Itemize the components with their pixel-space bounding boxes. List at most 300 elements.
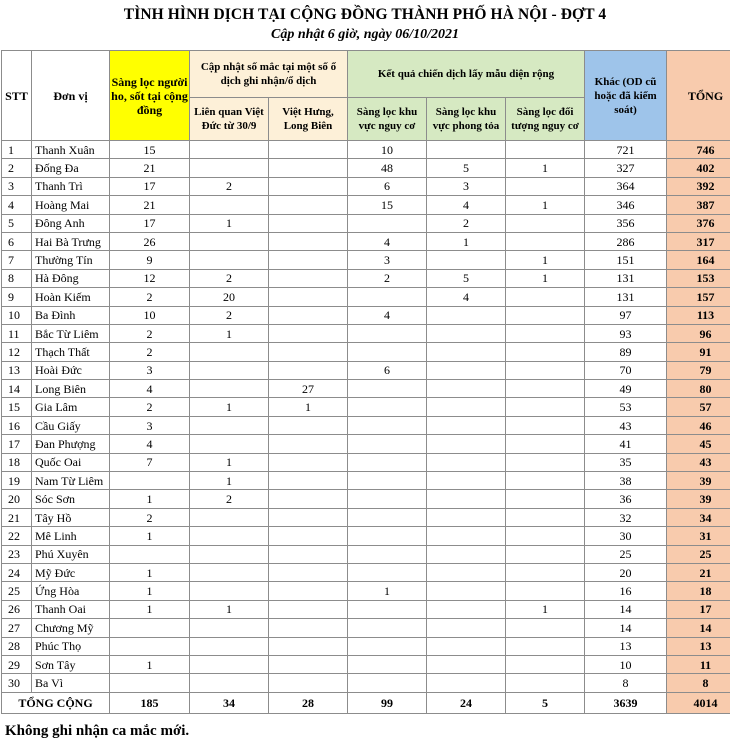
cell-other: 286 <box>585 232 667 250</box>
cell-risk-area: 48 <box>348 159 427 177</box>
cell-stt: 19 <box>2 472 32 490</box>
cell-other: 13 <box>585 637 667 655</box>
cell-lockdown-area <box>427 490 506 508</box>
cell-viet-hung <box>269 545 348 563</box>
cell-risk-area <box>348 619 427 637</box>
cell-stt: 14 <box>2 380 32 398</box>
cell-total: 153 <box>667 269 730 287</box>
cell-unit: Hà Đông <box>32 269 110 287</box>
cell-risk-group <box>506 545 585 563</box>
cell-stt: 5 <box>2 214 32 232</box>
cell-risk-group <box>506 416 585 434</box>
cell-risk-area: 6 <box>348 361 427 379</box>
cell-risk-group <box>506 177 585 195</box>
cell-other: 356 <box>585 214 667 232</box>
cell-screening <box>110 619 190 637</box>
cell-other: 93 <box>585 324 667 342</box>
cell-risk-area <box>348 674 427 692</box>
cell-screening: 1 <box>110 582 190 600</box>
cell-risk-group <box>506 361 585 379</box>
cell-stt: 18 <box>2 453 32 471</box>
table-body <box>2 141 730 693</box>
cell-stt: 26 <box>2 600 32 618</box>
cell-total: 31 <box>667 527 730 545</box>
cell-risk-group <box>506 637 585 655</box>
cell-total: 39 <box>667 490 730 508</box>
table-row <box>2 582 730 600</box>
cell-lockdown-area <box>427 472 506 490</box>
total-risk-area: 99 <box>348 692 427 713</box>
cell-viet-duc: 2 <box>190 490 269 508</box>
cell-unit: Ba Vì <box>32 674 110 692</box>
cell-stt: 23 <box>2 545 32 563</box>
header-unit: Đơn vị <box>32 51 110 141</box>
cell-viet-hung <box>269 288 348 306</box>
cell-stt: 10 <box>2 306 32 324</box>
cell-viet-duc <box>190 619 269 637</box>
cell-viet-duc <box>190 527 269 545</box>
cell-other: 8 <box>585 674 667 692</box>
cell-other: 131 <box>585 288 667 306</box>
cell-screening: 26 <box>110 232 190 250</box>
cell-viet-hung <box>269 508 348 526</box>
cell-screening: 2 <box>110 288 190 306</box>
cell-unit: Thường Tín <box>32 251 110 269</box>
cell-stt: 20 <box>2 490 32 508</box>
cell-viet-hung <box>269 141 348 159</box>
cell-screening: 10 <box>110 306 190 324</box>
table-row <box>2 269 730 287</box>
cell-screening: 1 <box>110 527 190 545</box>
table-row <box>2 380 730 398</box>
totals-row <box>2 692 730 713</box>
cell-total: 113 <box>667 306 730 324</box>
cell-stt: 17 <box>2 435 32 453</box>
cell-risk-area <box>348 527 427 545</box>
cell-viet-duc <box>190 343 269 361</box>
cell-viet-hung <box>269 196 348 214</box>
total-viet-hung: 28 <box>269 692 348 713</box>
cell-other: 97 <box>585 306 667 324</box>
cell-viet-hung: 27 <box>269 380 348 398</box>
total-lockdown-area: 24 <box>427 692 506 713</box>
cell-other: 10 <box>585 655 667 673</box>
cell-other: 151 <box>585 251 667 269</box>
cell-total: 39 <box>667 472 730 490</box>
cell-stt: 12 <box>2 343 32 361</box>
cell-unit: Hai Bà Trưng <box>32 232 110 250</box>
cell-total: 392 <box>667 177 730 195</box>
cases-table <box>1 50 730 714</box>
cell-total: 317 <box>667 232 730 250</box>
cell-risk-area <box>348 214 427 232</box>
cell-viet-hung <box>269 324 348 342</box>
cell-stt: 30 <box>2 674 32 692</box>
total-risk-group: 5 <box>506 692 585 713</box>
cell-unit: Hoài Đức <box>32 361 110 379</box>
cell-risk-area: 4 <box>348 232 427 250</box>
cell-lockdown-area <box>427 251 506 269</box>
cell-viet-hung <box>269 674 348 692</box>
cell-lockdown-area <box>427 619 506 637</box>
cell-stt: 4 <box>2 196 32 214</box>
cell-risk-area <box>348 545 427 563</box>
cell-lockdown-area: 1 <box>427 232 506 250</box>
cell-risk-area <box>348 637 427 655</box>
cell-lockdown-area <box>427 416 506 434</box>
cell-screening: 2 <box>110 324 190 342</box>
cell-other: 20 <box>585 563 667 581</box>
cell-stt: 13 <box>2 361 32 379</box>
cell-screening: 3 <box>110 416 190 434</box>
cell-other: 53 <box>585 398 667 416</box>
cell-total: 96 <box>667 324 730 342</box>
cell-risk-group <box>506 619 585 637</box>
cell-other: 32 <box>585 508 667 526</box>
cell-total: 57 <box>667 398 730 416</box>
cell-risk-group <box>506 582 585 600</box>
cell-lockdown-area <box>427 674 506 692</box>
cell-viet-duc: 2 <box>190 269 269 287</box>
cell-other: 25 <box>585 545 667 563</box>
cell-total: 17 <box>667 600 730 618</box>
cell-other: 14 <box>585 600 667 618</box>
header-stt: STT <box>2 51 32 141</box>
cell-viet-hung <box>269 306 348 324</box>
cell-stt: 15 <box>2 398 32 416</box>
table-row <box>2 361 730 379</box>
cell-lockdown-area <box>427 637 506 655</box>
cell-other: 14 <box>585 619 667 637</box>
cell-screening <box>110 545 190 563</box>
cell-viet-duc: 2 <box>190 177 269 195</box>
cell-risk-area <box>348 563 427 581</box>
header-update-group: Cập nhật số mắc tại một số ổ dịch ghi nhận/ổ dịch <box>190 51 348 98</box>
cell-risk-group <box>506 435 585 453</box>
table-row <box>2 416 730 434</box>
cell-unit: Thanh Oai <box>32 600 110 618</box>
cell-risk-group <box>506 232 585 250</box>
cell-viet-duc: 2 <box>190 306 269 324</box>
table-row <box>2 141 730 159</box>
cell-risk-area <box>348 288 427 306</box>
cell-stt: 9 <box>2 288 32 306</box>
cell-lockdown-area <box>427 306 506 324</box>
cell-viet-duc <box>190 380 269 398</box>
cell-screening: 17 <box>110 214 190 232</box>
cell-risk-group <box>506 490 585 508</box>
cell-screening: 15 <box>110 141 190 159</box>
cell-total: 13 <box>667 637 730 655</box>
cell-unit: Hoàng Mai <box>32 196 110 214</box>
cell-risk-area: 10 <box>348 141 427 159</box>
table-row <box>2 214 730 232</box>
cell-risk-group <box>506 398 585 416</box>
cell-viet-hung <box>269 214 348 232</box>
cell-other: 346 <box>585 196 667 214</box>
header-other: Khác (OD cũ hoặc đã kiểm soát) <box>585 51 667 141</box>
cell-total: 25 <box>667 545 730 563</box>
header-campaign-group: Kết quả chiến dịch lấy mẫu diện rộng <box>348 51 585 98</box>
cell-other: 43 <box>585 416 667 434</box>
table-row <box>2 600 730 618</box>
cell-lockdown-area <box>427 527 506 545</box>
cell-screening: 1 <box>110 490 190 508</box>
cell-viet-duc <box>190 232 269 250</box>
header-viet-duc: Liên quan Việt Đức từ 30/9 <box>190 98 269 141</box>
cell-viet-hung <box>269 582 348 600</box>
cell-risk-group <box>506 380 585 398</box>
cell-viet-duc: 1 <box>190 600 269 618</box>
cell-viet-duc: 1 <box>190 324 269 342</box>
cell-lockdown-area <box>427 435 506 453</box>
cell-lockdown-area <box>427 582 506 600</box>
cell-stt: 7 <box>2 251 32 269</box>
cell-risk-group <box>506 563 585 581</box>
cell-viet-hung <box>269 619 348 637</box>
cell-viet-hung <box>269 232 348 250</box>
table-row <box>2 232 730 250</box>
cell-lockdown-area <box>427 453 506 471</box>
cell-other: 131 <box>585 269 667 287</box>
cell-viet-duc <box>190 655 269 673</box>
cell-viet-duc <box>190 563 269 581</box>
cell-lockdown-area: 5 <box>427 159 506 177</box>
table-row <box>2 324 730 342</box>
cell-stt: 21 <box>2 508 32 526</box>
cell-unit: Ứng Hòa <box>32 582 110 600</box>
cell-stt: 24 <box>2 563 32 581</box>
cell-lockdown-area <box>427 324 506 342</box>
cell-stt: 22 <box>2 527 32 545</box>
cell-risk-area <box>348 398 427 416</box>
cell-lockdown-area: 4 <box>427 288 506 306</box>
cell-stt: 28 <box>2 637 32 655</box>
cell-total: 46 <box>667 416 730 434</box>
cell-risk-group: 1 <box>506 196 585 214</box>
cell-risk-area <box>348 416 427 434</box>
cell-viet-duc <box>190 582 269 600</box>
cell-stt: 6 <box>2 232 32 250</box>
cell-risk-area: 4 <box>348 306 427 324</box>
cell-total: 18 <box>667 582 730 600</box>
table-row <box>2 508 730 526</box>
cell-viet-duc <box>190 361 269 379</box>
cell-screening: 1 <box>110 563 190 581</box>
table-row <box>2 251 730 269</box>
cell-lockdown-area: 3 <box>427 177 506 195</box>
cell-total: 43 <box>667 453 730 471</box>
cell-lockdown-area <box>427 655 506 673</box>
totals-label: TỔNG CỘNG <box>2 692 110 713</box>
cell-unit: Tây Hồ <box>32 508 110 526</box>
cell-screening: 4 <box>110 380 190 398</box>
cell-unit: Sóc Sơn <box>32 490 110 508</box>
cell-risk-area <box>348 453 427 471</box>
cell-risk-area: 15 <box>348 196 427 214</box>
cell-viet-hung <box>269 563 348 581</box>
cell-risk-group <box>506 453 585 471</box>
cell-other: 364 <box>585 177 667 195</box>
cell-total: 746 <box>667 141 730 159</box>
cell-risk-area: 6 <box>348 177 427 195</box>
cell-viet-hung: 1 <box>269 398 348 416</box>
cell-viet-duc <box>190 508 269 526</box>
cell-total: 14 <box>667 619 730 637</box>
cell-risk-area <box>348 435 427 453</box>
cell-unit: Sơn Tây <box>32 655 110 673</box>
cell-viet-duc <box>190 637 269 655</box>
table-row <box>2 490 730 508</box>
cell-other: 70 <box>585 361 667 379</box>
cell-viet-duc <box>190 251 269 269</box>
cell-total: 91 <box>667 343 730 361</box>
cell-unit: Nam Từ Liêm <box>32 472 110 490</box>
cell-risk-group <box>506 472 585 490</box>
cell-other: 89 <box>585 343 667 361</box>
cell-unit: Thanh Trì <box>32 177 110 195</box>
cell-risk-area <box>348 324 427 342</box>
cell-screening: 1 <box>110 600 190 618</box>
header-viet-hung: Việt Hưng, Long Biên <box>269 98 348 141</box>
cell-screening: 4 <box>110 435 190 453</box>
cell-stt: 27 <box>2 619 32 637</box>
cell-viet-hung <box>269 177 348 195</box>
cell-unit: Thạch Thất <box>32 343 110 361</box>
cell-total: 80 <box>667 380 730 398</box>
footnote: Không ghi nhận ca mắc mới. <box>5 723 190 739</box>
cell-total: 8 <box>667 674 730 692</box>
cell-total: 157 <box>667 288 730 306</box>
cell-risk-group <box>506 508 585 526</box>
cell-other: 721 <box>585 141 667 159</box>
cell-unit: Gia Lâm <box>32 398 110 416</box>
cell-risk-area: 3 <box>348 251 427 269</box>
cell-screening: 21 <box>110 196 190 214</box>
cell-screening: 21 <box>110 159 190 177</box>
header-risk-group: Sàng lọc đối tượng nguy cơ <box>506 98 585 141</box>
page-subtitle: Cập nhật 6 giờ, ngày 06/10/2021 <box>271 27 459 42</box>
table-row <box>2 306 730 324</box>
cell-total: 387 <box>667 196 730 214</box>
cell-viet-hung <box>269 490 348 508</box>
cell-screening <box>110 472 190 490</box>
cell-total: 79 <box>667 361 730 379</box>
cell-other: 36 <box>585 490 667 508</box>
cell-unit: Mê Linh <box>32 527 110 545</box>
cell-other: 16 <box>585 582 667 600</box>
cell-viet-duc <box>190 545 269 563</box>
cell-viet-hung <box>269 453 348 471</box>
cell-other: 38 <box>585 472 667 490</box>
cell-lockdown-area <box>427 141 506 159</box>
cell-unit: Hoàn Kiếm <box>32 288 110 306</box>
cell-lockdown-area: 4 <box>427 196 506 214</box>
cell-viet-hung <box>269 159 348 177</box>
cell-viet-duc: 1 <box>190 214 269 232</box>
table-row <box>2 655 730 673</box>
cell-stt: 1 <box>2 141 32 159</box>
cell-unit: Cầu Giấy <box>32 416 110 434</box>
cell-stt: 29 <box>2 655 32 673</box>
cell-other: 41 <box>585 435 667 453</box>
cell-risk-group: 1 <box>506 600 585 618</box>
cell-risk-group <box>506 288 585 306</box>
cell-unit: Long Biên <box>32 380 110 398</box>
cell-viet-hung <box>269 435 348 453</box>
cell-stt: 3 <box>2 177 32 195</box>
cell-lockdown-area <box>427 398 506 416</box>
cell-screening: 17 <box>110 177 190 195</box>
cell-risk-area <box>348 490 427 508</box>
cell-lockdown-area <box>427 343 506 361</box>
cell-screening: 1 <box>110 655 190 673</box>
cell-risk-group <box>506 306 585 324</box>
cell-risk-area <box>348 472 427 490</box>
cell-lockdown-area <box>427 508 506 526</box>
cell-unit: Phú Xuyên <box>32 545 110 563</box>
cell-risk-group: 1 <box>506 159 585 177</box>
cell-viet-duc <box>190 196 269 214</box>
total-screening: 185 <box>110 692 190 713</box>
table-row <box>2 674 730 692</box>
cell-viet-hung <box>269 600 348 618</box>
table-row <box>2 563 730 581</box>
cell-unit: Đan Phượng <box>32 435 110 453</box>
cell-other: 35 <box>585 453 667 471</box>
table-row <box>2 159 730 177</box>
cell-lockdown-area: 5 <box>427 269 506 287</box>
cell-total: 21 <box>667 563 730 581</box>
cell-risk-group <box>506 674 585 692</box>
cell-unit: Quốc Oai <box>32 453 110 471</box>
total-other: 3639 <box>585 692 667 713</box>
table-row <box>2 435 730 453</box>
cell-risk-group: 1 <box>506 269 585 287</box>
cell-total: 11 <box>667 655 730 673</box>
cell-lockdown-area <box>427 563 506 581</box>
cell-stt: 2 <box>2 159 32 177</box>
cell-viet-duc: 1 <box>190 453 269 471</box>
cell-risk-group <box>506 141 585 159</box>
cell-unit: Phúc Thọ <box>32 637 110 655</box>
header-lockdown-area: Sàng lọc khu vực phong tỏa <box>427 98 506 141</box>
cell-stt: 8 <box>2 269 32 287</box>
header-risk-area: Sàng lọc khu vực nguy cơ <box>348 98 427 141</box>
page-title: TÌNH HÌNH DỊCH TẠI CỘNG ĐỒNG THÀNH PHỐ HÀ NỘI - ĐỢT 4 <box>123 6 607 23</box>
cell-screening <box>110 674 190 692</box>
table-row <box>2 288 730 306</box>
cell-viet-hung <box>269 251 348 269</box>
cell-viet-duc: 1 <box>190 472 269 490</box>
cell-stt: 25 <box>2 582 32 600</box>
cell-screening: 12 <box>110 269 190 287</box>
table-row <box>2 196 730 214</box>
cell-viet-hung <box>269 343 348 361</box>
cell-risk-group <box>506 527 585 545</box>
cell-risk-group <box>506 343 585 361</box>
cell-unit: Thanh Xuân <box>32 141 110 159</box>
cell-viet-duc <box>190 159 269 177</box>
cell-unit: Mỹ Đức <box>32 563 110 581</box>
cell-unit: Bắc Từ Liêm <box>32 324 110 342</box>
cell-risk-area: 1 <box>348 582 427 600</box>
cell-risk-area <box>348 508 427 526</box>
table-row <box>2 177 730 195</box>
cell-risk-group <box>506 324 585 342</box>
cell-viet-hung <box>269 637 348 655</box>
cell-unit: Đông Anh <box>32 214 110 232</box>
